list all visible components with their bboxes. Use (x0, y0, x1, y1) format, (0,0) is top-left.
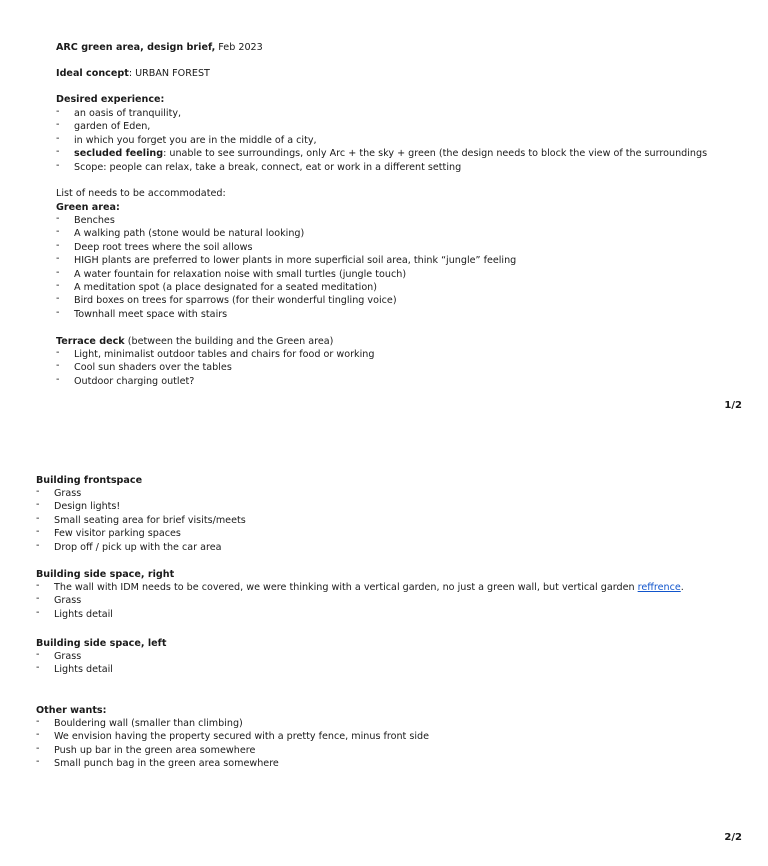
green-area-list (56, 214, 516, 321)
list-item: - A water fountain for relaxation noise with small turtles (jungle touch) (56, 268, 516, 281)
list-item: - Outdoor charging outlet? (56, 375, 374, 388)
page-number: 2/2 (724, 832, 742, 843)
reference-link[interactable]: reffrence (637, 582, 681, 593)
other-wants-heading: Other wants: (36, 705, 107, 716)
ideal-concept (56, 67, 210, 80)
terrace-note: (between the building and the Green area) (124, 336, 334, 347)
wall-text-end: . (680, 582, 684, 593)
list-item: - We envision having the property secured with a pretty fence, minus front side (36, 730, 429, 743)
terrace-list (56, 348, 374, 388)
side-right-list (36, 581, 684, 621)
terrace-bold: Terrace deck (56, 336, 125, 347)
page-number: 1/2 (724, 400, 742, 411)
list-item: - Cool sun shaders over the tables (56, 361, 374, 374)
concept-label: Ideal concept (56, 68, 129, 79)
frontspace-list (36, 487, 246, 554)
list-item: - Grass (36, 650, 113, 663)
list-item: - Benches (56, 214, 516, 227)
side-left-list (36, 650, 113, 677)
list-item: - Few visitor parking spaces (36, 527, 246, 540)
experience-list (56, 107, 707, 174)
list-item: - Grass (36, 487, 246, 500)
green-area-heading: Green area: (56, 202, 120, 213)
list-item: - Drop off / pick up with the car area (36, 541, 246, 554)
list-item: - an oasis of tranquility, (56, 107, 707, 120)
side-left-heading: Building side space, left (36, 638, 167, 649)
secluded-bold: secluded feeling (74, 148, 164, 160)
list-item: - Townhall meet space with stairs (56, 308, 516, 321)
wall-text: The wall with IDM needs to be covered, we were thinking with a vertical garden, no just a green wall, but vertical garden (54, 582, 638, 593)
list-item: - Lights detail (36, 663, 113, 676)
list-item: - HIGH plants are preferred to lower plants in more superficial soil area, think “jungle” feeling (56, 254, 516, 267)
list-item: - Bouldering wall (smaller than climbing) (36, 717, 429, 730)
terrace-heading (56, 335, 333, 348)
document-page-1 (0, 0, 768, 430)
list-item-wall (36, 581, 684, 594)
list-item: - Deep root trees where the soil allows (56, 241, 516, 254)
secluded-text: : unable to see surroundings, only Arc + the sky + green (the design needs to block the view of the surroundings (163, 148, 708, 160)
frontspace-heading: Building frontspace (36, 475, 143, 486)
document-page-2 (0, 430, 768, 866)
list-item: - A walking path (stone would be natural looking) (56, 227, 516, 240)
list-item: - Small seating area for brief visits/meets (36, 514, 246, 527)
list-item: - in which you forget you are in the middle of a city, (56, 134, 707, 147)
list-item: - Small punch bag in the green area somewhere (36, 757, 429, 770)
list-item: - Design lights! (36, 500, 246, 513)
list-item: - Scope: people can relax, take a break, connect, eat or work in a different setting (56, 161, 707, 174)
title-bold: ARC green area, design brief, (56, 42, 216, 53)
title-date: Feb 2023 (215, 42, 263, 53)
list-item: - Lights detail (36, 608, 684, 621)
other-wants-list (36, 717, 429, 771)
concept-value: : URBAN FOREST (128, 68, 210, 79)
list-item: - A meditation spot (a place designated for a seated meditation) (56, 281, 516, 294)
list-item: - Light, minimalist outdoor tables and chairs for food or working (56, 348, 374, 361)
needs-intro: List of needs to be accommodated: (56, 188, 226, 199)
experience-heading: Desired experience: (56, 94, 165, 105)
list-item: - Bird boxes on trees for sparrows (for their wonderful tingling voice) (56, 294, 516, 307)
list-item-secluded (56, 147, 707, 160)
list-item: - Grass (36, 594, 684, 607)
list-item: - Push up bar in the green area somewhere (36, 744, 429, 757)
document-title (56, 41, 263, 54)
side-right-heading: Building side space, right (36, 569, 175, 580)
list-item: - garden of Eden, (56, 120, 707, 133)
